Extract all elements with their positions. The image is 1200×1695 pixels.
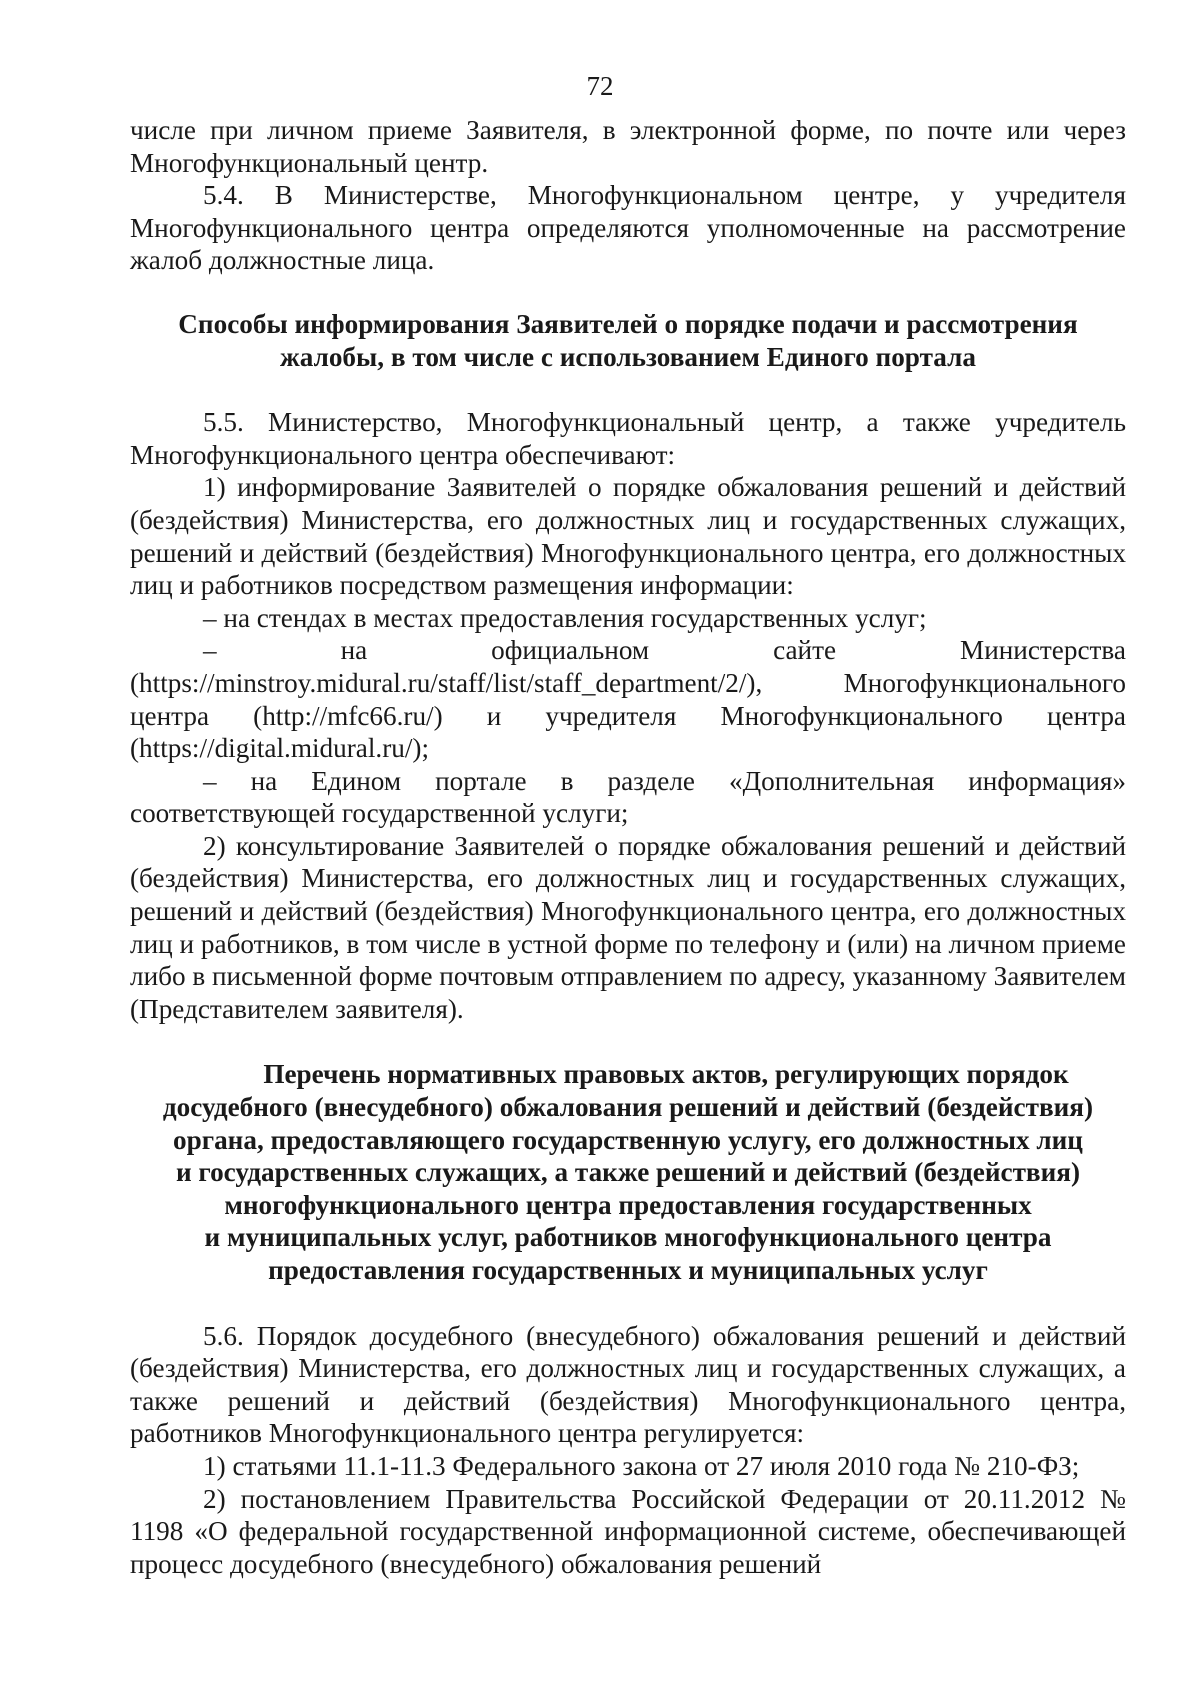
heading-line: Перечень нормативных правовых актов, регулирующих порядок bbox=[263, 1059, 1069, 1090]
dash-word: официальном bbox=[491, 635, 650, 666]
dash-word: на bbox=[340, 635, 368, 666]
dash-word: сайте bbox=[773, 635, 837, 666]
heading-line: жалобы, в том числе с использованием Единого портала bbox=[280, 341, 976, 372]
page-number: 72 bbox=[586, 71, 614, 101]
paragraph-continuation: числе при личном приеме Заявителя, в электронной форме, по почте или через Многофункциональный центр. bbox=[130, 115, 1126, 178]
dash-item-stands: – на стендах в местах предоставления государственных услуг; bbox=[203, 602, 927, 633]
paragraph-5-6-intro: 5.6. Порядок досудебного (внесудебного) обжалования решений и действий (бездействия) Министерства, его должностных лиц и государственных служащих, а также решений и действий (бездействия) Многофункционального центра, работников Многофункционального центра регулируется: bbox=[130, 1320, 1126, 1449]
heading-line: досудебного (внесудебного) обжалования решений и действий (бездействия) bbox=[162, 1092, 1094, 1123]
dash-item-official-site-urls: (https://minstroy.midural.ru/staff/list/staff_department/2/), Многофункционального центра (http://mfc66.ru/) и учредителя Многофункционального центра (https://digital.midural.ru/); bbox=[130, 667, 1126, 764]
heading-complaint-informing bbox=[130, 308, 1126, 373]
list-item-consulting: 2) консультирование Заявителей о порядке обжалования решений и действий (бездействия) Министерства, его должностных лиц и государственных служащих, решений и действий (бездействия) Многофункционального центра, его должностных лиц и работников, в том числе в устной форме по телефону и (или) на личном приеме либо в письменной форме почтовым отправлением по адресу, указанному Заявителем (Представителем заявителя). bbox=[130, 830, 1127, 1024]
heading-line: многофункционального центра предоставления государственных bbox=[224, 1189, 1032, 1220]
heading-line: Способы информирования Заявителей о порядке подачи и рассмотрения bbox=[178, 308, 1078, 339]
dash-item-unified-portal: – на Едином портале в разделе «Дополнительная информация» соответствующей государственной услуги; bbox=[130, 765, 1126, 829]
heading-line: и муниципальных услуг, работников многофункционального центра bbox=[204, 1222, 1052, 1253]
dash-item-official-site bbox=[130, 634, 1126, 667]
list-item-federal-law: 1) статьями 11.1-11.3 Федерального закона от 27 июля 2010 года № 210-ФЗ; bbox=[203, 1450, 1080, 1481]
heading-normative-acts bbox=[130, 1058, 1126, 1286]
paragraph-5-4: 5.4. В Министерстве, Многофункциональном центре, у учредителя Многофункционального центра определяются уполномоченные на рассмотрение жалоб должностные лица. bbox=[130, 180, 1126, 276]
list-item-government-decree: 2) постановлением Правительства Российской Федерации от 20.11.2012 № 1198 «О федеральной государственной информационной системе, обеспечивающей процесс досудебного (внесудебного) обжалования решений bbox=[130, 1483, 1126, 1579]
heading-line: предоставления государственных и муниципальных услуг bbox=[268, 1255, 988, 1285]
dash-word: – bbox=[203, 635, 217, 666]
dash-word: Министерства bbox=[960, 635, 1126, 666]
list-item-informing: 1) информирование Заявителей о порядке обжалования решений и действий (бездействия) Министерства, его должностных лиц и государственных служащих, решений и действий (бездействия) Многофункционального центра, его должностных лиц и работников посредством размещения информации: bbox=[130, 472, 1126, 601]
paragraph-5-5-intro: 5.5. Министерство, Многофункциональный центр, а также учредитель Многофункционального центра обеспечивают: bbox=[130, 407, 1126, 470]
document-body bbox=[130, 114, 1126, 1580]
heading-line: и государственных служащих, а также решений и действий (бездействия) bbox=[175, 1157, 1081, 1188]
heading-line: органа, предоставляющего государственную услугу, его должностных лиц bbox=[173, 1124, 1083, 1155]
